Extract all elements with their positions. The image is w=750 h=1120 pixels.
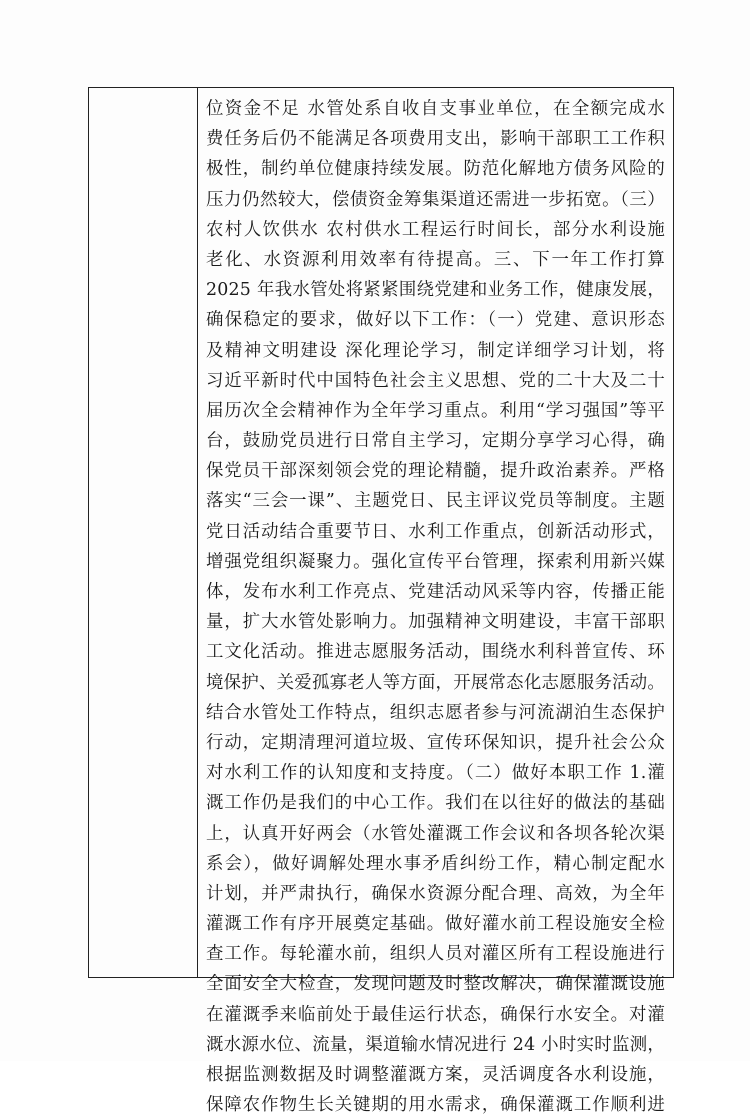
text-line: 计划，并严肃执行，确保水资源分配合理、高效，为全年 xyxy=(206,883,665,904)
text-line: 台，鼓励党员进行日常自主学习，定期分享学习心得，确 xyxy=(206,431,665,452)
text-line: 保障农作物生长关键期的用水需求，确保灌溉工作顺利进 xyxy=(206,1095,665,1116)
text-line: 系会），做好调解处理水事矛盾纠纷工作，精心制定配水 xyxy=(206,853,665,874)
form-table xyxy=(88,87,674,1116)
text-line: 压力仍然较大，偿债资金筹集渠道还需进一步拓宽。（三） xyxy=(206,189,665,210)
text-line: 查工作。每轮灌水前，组织人员对灌区所有工程设施进行 xyxy=(206,944,665,965)
text-line: 农村人饮供水 农村供水工程运行时间长，部分水利设施 xyxy=(206,219,665,240)
text-line: 落实“三会一课”、主题党日、民主评议党员等制度。主题 xyxy=(206,491,665,512)
text-line: 上，认真开好两会（水管处灌溉工作会议和各坝各轮次渠 xyxy=(206,823,665,844)
text-line: 行动，定期清理河道垃圾、宣传环保知识，提升社会公众 xyxy=(206,732,665,753)
text-line: 保党员干部深刻领会党的理论精髓，提升政治素养。严格 xyxy=(206,461,665,482)
text-line: 极性，制约单位健康持续发展。防范化解地方债务风险的 xyxy=(206,159,665,180)
text-line: 费任务后仍不能满足各项费用支出，影响干部职工工作积 xyxy=(206,129,665,150)
text-line: 位资金不足 水管处系自收自支事业单位，在全额完成水 xyxy=(206,99,665,119)
text-line: 及精神文明建设 深化理论学习，制定详细学习计划，将 xyxy=(206,340,665,361)
text-line: 2025 年我水管处将紧紧围绕党建和业务工作，健康发展， xyxy=(206,280,665,301)
text-line: 在灌溉季来临前处于最佳运行状态，确保行水安全。对灌 xyxy=(206,1004,665,1025)
text-line: 习近平新时代中国特色社会主义思想、党的二十大及二十 xyxy=(206,370,665,391)
text-line: 增强党组织凝聚力。强化宣传平台管理，探索利用新兴媒 xyxy=(206,551,665,572)
text-line: 量，扩大水管处影响力。加强精神文明建设，丰富干部职 xyxy=(206,612,665,633)
text-line: 溉工作仍是我们的中心工作。我们在以往好的做法的基础 xyxy=(206,793,665,814)
text-line: 党日活动结合重要节日、水利工作重点，创新活动形式， xyxy=(206,521,665,542)
text-line: 灌溉工作有序开展奠定基础。做好灌水前工程设施安全检 xyxy=(206,914,665,935)
text-line: 届历次全会精神作为全年学习重点。利用“学习强国”等平 xyxy=(206,400,665,421)
text-line: 对水利工作的认知度和支持度。（二）做好本职工作 1.灌 xyxy=(206,763,665,784)
text-line: 工文化活动。推进志愿服务活动，围绕水利科普宣传、环 xyxy=(206,642,665,663)
text-line: 确保稳定的要求，做好以下工作：（一）党建、意识形态 xyxy=(206,310,665,331)
label-cell xyxy=(89,88,198,977)
text-line: 溉水源水位、流量，渠道输水情况进行 24 小时实时监测， xyxy=(206,1034,665,1055)
text-line: 老化、水资源利用效率有待提高。三、下一年工作打算 xyxy=(206,249,665,270)
text-line: 全面安全大检查，发现问题及时整改解决，确保灌溉设施 xyxy=(206,974,665,995)
text-line: 境保护、关爱孤寡老人等方面，开展常态化志愿服务活动。 xyxy=(206,672,665,693)
content-cell xyxy=(198,88,673,1116)
text-line: 结合水管处工作特点，组织志愿者参与河流湖泊生态保护 xyxy=(206,702,665,723)
text-line: 根据监测数据及时调整灌溉方案，灵活调度各水利设施， xyxy=(206,1065,665,1085)
text-line: 体，发布水利工作亮点、党建活动风采等内容，传播正能 xyxy=(206,582,665,602)
